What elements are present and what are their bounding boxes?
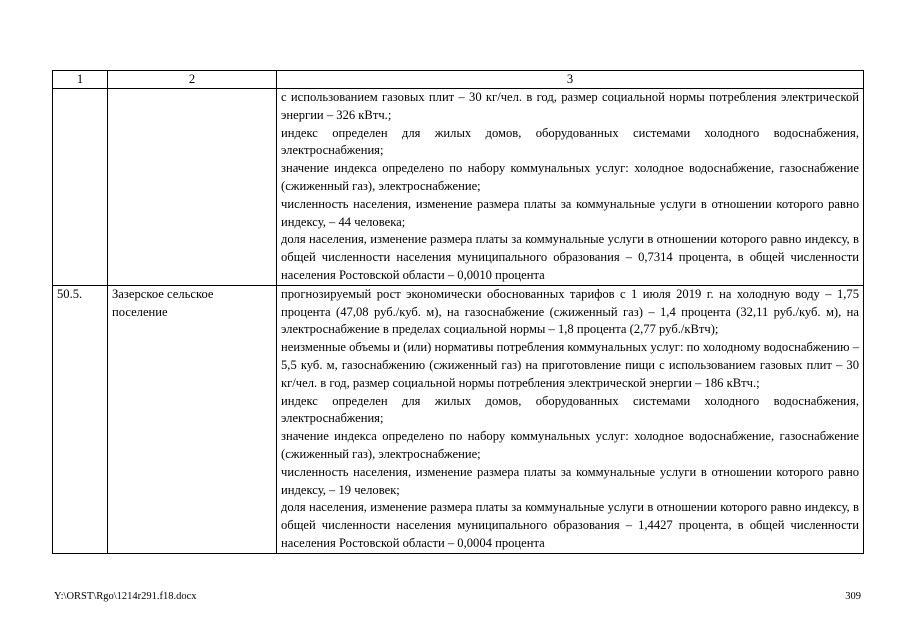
description-paragraph: значение индекса определено по набору коммунальных услуг: холодное водоснабжение, газоснабжение (сжиженный газ), электроснабжение; bbox=[281, 429, 859, 461]
settlement-name-cell: Зазерское сельское поселение bbox=[108, 285, 277, 553]
tariff-index-table bbox=[52, 70, 864, 554]
description-paragraph: прогнозируемый рост экономически обоснованных тарифов с 1 июля 2019 г. на холодную воду – 1,75 процента (47,08 руб./куб. м), на газоснабжение (сжиженный газ) – 1,4 процента (32,11 руб./куб. м), на электроснабжение в пределах социальной нормы – 1,8 процента (2,77 руб./кВтч); bbox=[281, 286, 859, 337]
description-paragraph: индекс определен для жилых домов, оборудованных системами холодного водоснабжения, электроснабжения; bbox=[281, 393, 859, 426]
header-col-1: 1 bbox=[53, 71, 108, 89]
description-paragraph: с использованием газовых плит – 30 кг/чел. в год, размер социальной нормы потребления электрической энергии – 326 кВтч.; bbox=[281, 90, 859, 122]
description-paragraph: доля населения, изменение размера платы за коммунальные услуги в отношении которого равно индексу, в общей численности населения муниципального образования – 0,7314 процента, в общей численности населения Ростовской области – 0,0010 процента bbox=[281, 232, 859, 282]
table-header-row bbox=[53, 71, 864, 89]
description-paragraph: доля населения, изменение размера платы за коммунальные услуги в отношении которого равно индексу, в общей численности населения муниципального образования – 1,4427 процента, в общей численности населения Ростовской области – 0,0004 процента bbox=[281, 500, 859, 550]
description-paragraph: численность населения, изменение размера платы за коммунальные услуги в отношении которого равно индексу, – 19 человек; bbox=[281, 464, 859, 497]
header-col-3: 3 bbox=[277, 71, 864, 89]
description-cell bbox=[277, 89, 864, 286]
footer-file-path: Y:\ORST\Rgo\1214r291.f18.docx bbox=[54, 591, 197, 602]
table-row-50-5 bbox=[53, 285, 864, 553]
header-col-2: 2 bbox=[108, 71, 277, 89]
table-row-continued bbox=[53, 89, 864, 286]
description-paragraph: индекс определен для жилых домов, оборудованных системами холодного водоснабжения, электроснабжения; bbox=[281, 125, 859, 158]
description-paragraph: численность населения, изменение размера платы за коммунальные услуги в отношении которого равно индексу, – 44 человека; bbox=[281, 196, 859, 229]
description-cell bbox=[277, 285, 864, 553]
row-number-cell bbox=[53, 89, 108, 286]
description-paragraph: неизменные объемы и (или) нормативы потребления коммунальных услуг: по холодному водоснабжению – 5,5 куб. м, газоснабжению (сжиженный газ) на приготовление пищи с использованием газовых плит – 30 кг/чел. в год, размер социальной нормы потребления электрической энергии – 186 кВтч.; bbox=[281, 340, 859, 390]
footer-page-number: 309 bbox=[845, 591, 861, 602]
row-number-cell: 50.5. bbox=[53, 285, 108, 553]
settlement-name-cell bbox=[108, 89, 277, 286]
description-paragraph: значение индекса определено по набору коммунальных услуг: холодное водоснабжение, газоснабжение (сжиженный газ), электроснабжение; bbox=[281, 161, 859, 193]
